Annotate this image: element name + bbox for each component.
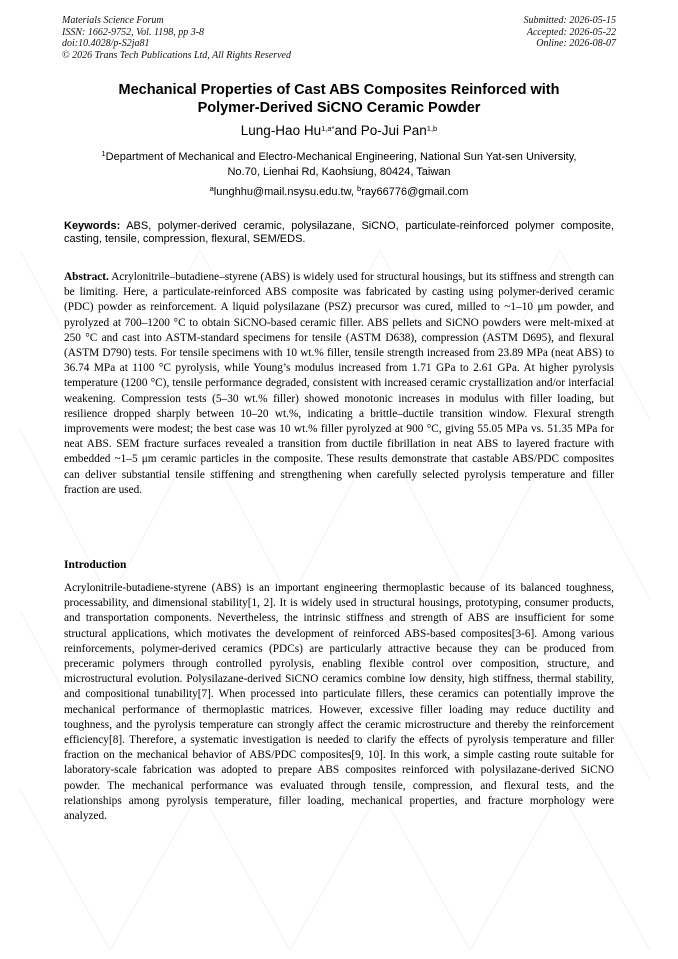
online-date: Online: 2026-08-07 <box>536 38 616 50</box>
introduction-heading: Introduction <box>64 559 127 571</box>
author-1-sup: 1,a* <box>321 124 335 133</box>
abstract-label: Abstract. <box>64 271 109 283</box>
author-list <box>62 123 616 139</box>
email-a-sup: a <box>209 184 214 193</box>
email-b[interactable]: ray66776@gmail.com <box>361 186 469 198</box>
journal-doi: doi:10.4028/p-S2ja81 <box>62 38 150 50</box>
email-b-sup: b <box>357 184 362 193</box>
title-line-2: Polymer-Derived SiCNO Ceramic Powder <box>197 99 481 116</box>
author-2: Po-Jui Pan <box>360 123 427 138</box>
author-connector: and <box>334 123 361 138</box>
submitted-date: Submitted: 2026-05-15 <box>523 15 616 26</box>
journal-info <box>62 15 291 61</box>
email-a[interactable]: lunghhu@mail.nsysu.edu.tw, <box>213 186 358 198</box>
affiliation-line-2: No.70, Lienhai Rd, Kaohsiung, 80424, Taiwan <box>227 166 451 178</box>
introduction-text: Acrylonitrile-butadiene-styrene (ABS) is an important engineering thermoplastic because of its balanced toughness, processability, and dimensional stability[1, 2]. It is widely used in structural housings, prototyping, consumer products, and transportation components. Nevertheless, the intrinsic stiffness and strength of ABS are insufficient for some structural applications, which motivates the development of reinforced ABS-based composites[3-6]. Among various reinforcements, polymer-derived ceramics (PDCs) are particularly attractive because they can be produced from preceramic polymers through controlled pyrolysis, enabling flexible control over composition, structure, and microstructural evolution. Polysilazane-derived SiCNO ceramics combine low density, high stiffness, thermal stability, and compositional tunability[7]. When processed into particulate fillers, these ceramics can potentially improve the mechanical performance of thermoplastic matrices. However, excessive filler loading may reduce ductility and toughness, and the pyrolysis temperature can strongly affect the ceramic microstructure and thereby the reinforcement efficiency[8]. Therefore, a systematic investigation is needed to clarify the effects of pyrolysis temperature and filler fraction on the mechanical behavior of ABS/PDC composites[9, 10]. In this work, a simple casting route suitable for laboratory-scale fabrication was adopted to prepare ABS composites reinforced with polysilazane-derived SiCNO powder. The mechanical performance was evaluated through tensile, compression, and flexural tests, and the relationships among pyrolysis temperature, filler loading, mechanical properties, and fracture morphology were analyzed. <box>64 582 614 823</box>
keywords-label: Keywords: <box>64 220 121 232</box>
title-line-1: Mechanical Properties of Cast ABS Composites Reinforced with <box>118 82 560 98</box>
abstract-section <box>64 270 614 498</box>
journal-name: Materials Science Forum <box>62 15 164 26</box>
affiliation-line-1: Department of Mechanical and Electro-Mechanical Engineering, National Sun Yat-sen University, <box>105 151 577 163</box>
keywords-section <box>64 220 614 246</box>
journal-issn: ISSN: 1662-9752, Vol. 1198, pp 3-8 <box>62 26 205 38</box>
affiliation <box>62 150 616 180</box>
publication-dates <box>524 15 617 50</box>
paper-title <box>62 82 616 117</box>
journal-copyright: © 2026 Trans Tech Publications Ltd, All Rights Reserved <box>62 49 291 61</box>
affiliation-sup: 1 <box>101 149 106 158</box>
keywords-text: ABS, polymer-derived ceramic, polysilazane, SiCNO, particulate-reinforced polymer composite, casting, tensile, compression, flexural, SEM/EDS. <box>64 220 614 246</box>
accepted-date: Accepted: 2026-05-22 <box>526 26 616 38</box>
abstract-text: Acrylonitrile–butadiene–styrene (ABS) is widely used for structural housings, but its stiffness and strength can be limiting. Here, a particulate-reinforced ABS composite was fabricated by casting using polymer-derived ceramic (PDC) powder as reinforcement. A liquid polysilazane (PSZ) precursor was cured, milled to ~1–10 μm powder, and pyrolyzed at 700–1200 °C to obtain SiCNO-based ceramic filler. ABS pellets and SiCNO powders were melt-mixed at 250 °C and cast into ASTM-standard specimens for tensile (ASTM D638), compression (ASTM D695), and flexural (ASTM D790) tests. For tensile specimens with 10 wt.% filler, tensile strength increased from 23.89 MPa (neat ABS) to 36.74 MPa at 1100 °C pyrolysis, while Young’s modulus increased from 1.71 GPa to 2.61 GPa. At higher pyrolysis temperature (1200 °C), tensile performance degraded, consistent with increased ceramic crystallization and/or interfacial weakening. Compression tests (5–30 wt.% filler) showed monotonic increases in modulus with filler loading, but resilience dropped sharply between 10–20 wt.%, indicating a brittle–ductile transition window. Flexural strength improvements were modest; the best case was 10 wt.% filler pyrolyzed at 900 °C, giving 55.05 MPa vs. 51.35 MPa for neat ABS. SEM fracture surfaces revealed a transition from ductile fibrillation in neat ABS to layered fracture with embedded ~1–5 μm ceramic particles in the composite. These results demonstrate that castable ABS/PDC composites can deliver substantial tensile stiffening and strengthening when carefully selected pyrolysis temperature and filler fraction are used. <box>64 271 614 496</box>
author-emails <box>62 185 616 200</box>
author-2-sup: 1,b <box>426 124 438 133</box>
author-1: Lung-Hao Hu <box>240 123 322 138</box>
